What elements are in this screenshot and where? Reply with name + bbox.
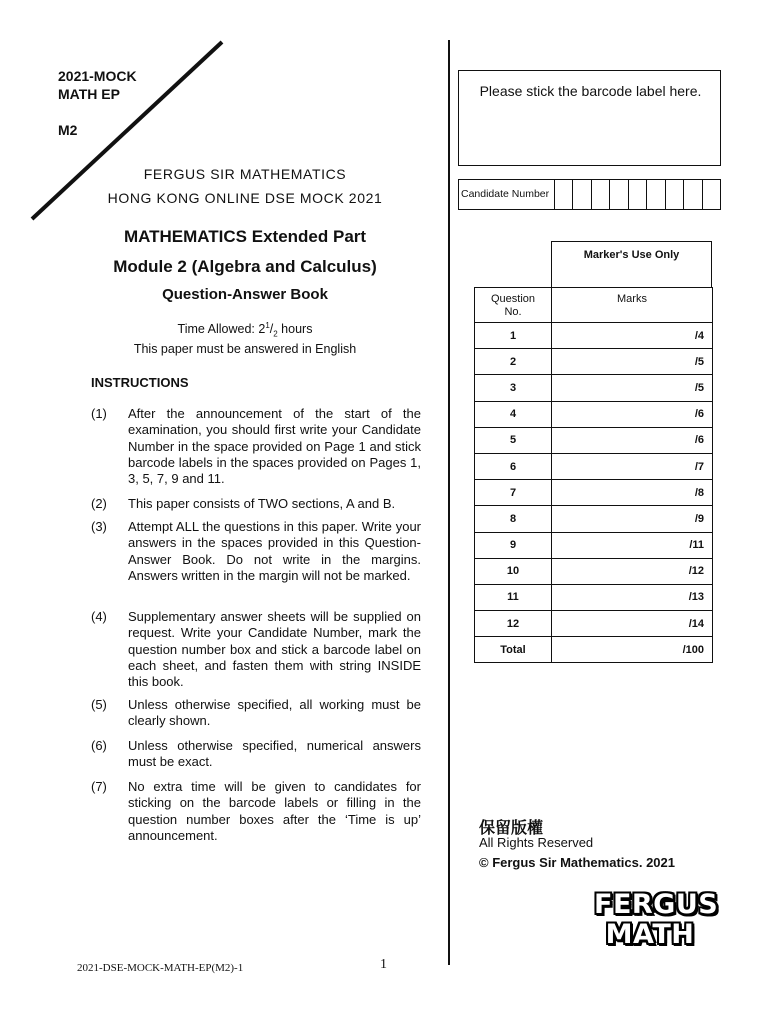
question-number: 11 [475, 584, 552, 610]
question-number: 12 [475, 611, 552, 637]
marks-cell[interactable]: /5 [552, 375, 713, 401]
candidate-digit-cell[interactable] [610, 180, 628, 209]
marks-cell[interactable]: /4 [552, 323, 713, 349]
markers-use-only-header: Marker's Use Only [551, 241, 712, 288]
table-row [475, 506, 713, 532]
table-row-total [475, 637, 713, 663]
instruction-item: (4) Supplementary answer sheets will be supplied on request. Write your Candidate Number, mark the question number box and stick a barcode label on each sheet, and fasten them with string INSIDE this book. [91, 609, 421, 690]
marks-cell[interactable]: /5 [552, 349, 713, 375]
table-row [475, 401, 713, 427]
instruction-item: (6) Unless otherwise specified, numerical answers must be exact. [91, 738, 421, 770]
candidate-digit-cell[interactable] [555, 180, 573, 209]
rights-reserved-chinese: 保留版權 [479, 820, 544, 837]
table-row [475, 611, 713, 637]
marks-cell[interactable]: /9 [552, 506, 713, 532]
language-note: This paper must be answered in English [133, 342, 357, 356]
barcode-label-box[interactable] [458, 70, 721, 166]
question-number: 6 [475, 453, 552, 479]
question-number: 3 [475, 375, 552, 401]
total-marks-cell[interactable]: /100 [552, 637, 713, 663]
table-row [475, 532, 713, 558]
page-divider [448, 40, 450, 965]
candidate-digit-cell[interactable] [684, 180, 702, 209]
table-row [475, 584, 713, 610]
marks-table [474, 287, 713, 663]
candidate-digit-cell[interactable] [573, 180, 591, 209]
table-row [475, 480, 713, 506]
question-number: 8 [475, 506, 552, 532]
marks-table-header [475, 288, 713, 323]
table-row [475, 323, 713, 349]
marks-cell[interactable]: /6 [552, 401, 713, 427]
instruction-item: (3) Attempt ALL the questions in this paper. Write your answers in the spaces provided in this Question-Answer Book. Do not write in the margins. Answers written in the margin will not be marked. [91, 519, 421, 583]
logo-line-2: MATH [605, 919, 695, 950]
paper-code-subject: MATH EP [58, 86, 120, 102]
rights-reserved: All Rights Reserved [479, 835, 594, 850]
question-number: 9 [475, 532, 552, 558]
question-number: 5 [475, 427, 552, 453]
exam-name: HONG KONG ONLINE DSE MOCK 2021 [107, 190, 383, 206]
candidate-digit-cell[interactable] [592, 180, 610, 209]
question-number: 10 [475, 558, 552, 584]
book-title: Question-Answer Book [162, 286, 328, 303]
instruction-item: (7) No extra time will be given to candidates for sticking on the barcode labels or filling in the question number boxes after the ‘Time is up’ announcement. [91, 779, 421, 843]
table-row [475, 349, 713, 375]
paper-title: MATHEMATICS Extended Part [123, 227, 367, 246]
question-number: 2 [475, 349, 552, 375]
question-number: 4 [475, 401, 552, 427]
marks-cell[interactable]: /13 [552, 584, 713, 610]
table-row [475, 375, 713, 401]
copyright-notice: © Fergus Sir Mathematics. 2021 [479, 855, 675, 870]
marks-cell[interactable]: /12 [552, 558, 713, 584]
question-column-header: Question No. [475, 288, 552, 323]
marks-cell[interactable]: /7 [552, 453, 713, 479]
question-number: 1 [475, 323, 552, 349]
instructions-heading: INSTRUCTIONS [91, 375, 189, 390]
instruction-item: (2) This paper consists of TWO sections, A and B. [91, 496, 396, 511]
candidate-digit-cell[interactable] [629, 180, 647, 209]
total-label: Total [475, 637, 552, 663]
candidate-digit-cell[interactable] [703, 180, 720, 209]
table-row [475, 453, 713, 479]
instruction-item: (5) Unless otherwise specified, all working must be clearly shown. [91, 697, 421, 729]
candidate-number-box [458, 179, 721, 210]
instruction-item: (1) After the announcement of the start of the examination, you should first write your Candidate Number in the space provided on Page 1 and stick barcode labels in the spaces provided on Pages 1, 3, 5, 7, 9 and 11. [91, 406, 421, 487]
marks-column-header: Marks [552, 288, 713, 323]
table-row [475, 427, 713, 453]
footer-paper-code: 2021-DSE-MOCK-MATH-EP(M2)-1 [77, 962, 244, 974]
organization-name: FERGUS SIR MATHEMATICS [143, 166, 347, 182]
marks-cell[interactable]: /14 [552, 611, 713, 637]
candidate-number-label: Candidate Number [459, 180, 555, 209]
logo-line-1: FERGUS [594, 889, 719, 920]
candidate-digit-cell[interactable] [666, 180, 684, 209]
paper-code-module: M2 [58, 122, 78, 138]
marks-cell[interactable]: /11 [552, 532, 713, 558]
paper-module-title: Module 2 (Algebra and Calculus) [113, 257, 377, 276]
marks-cell[interactable]: /8 [552, 480, 713, 506]
table-row [475, 558, 713, 584]
marks-cell[interactable]: /6 [552, 427, 713, 453]
time-allowed: Time Allowed: $2^1/_2$ hours [177, 321, 313, 339]
question-number: 7 [475, 480, 552, 506]
barcode-instruction: Please stick the barcode label here. [479, 83, 702, 99]
page-number: 1 [380, 957, 387, 972]
paper-code-year: 2021-MOCK [58, 68, 137, 84]
fergus-math-logo [594, 889, 719, 950]
candidate-digit-cell[interactable] [647, 180, 665, 209]
